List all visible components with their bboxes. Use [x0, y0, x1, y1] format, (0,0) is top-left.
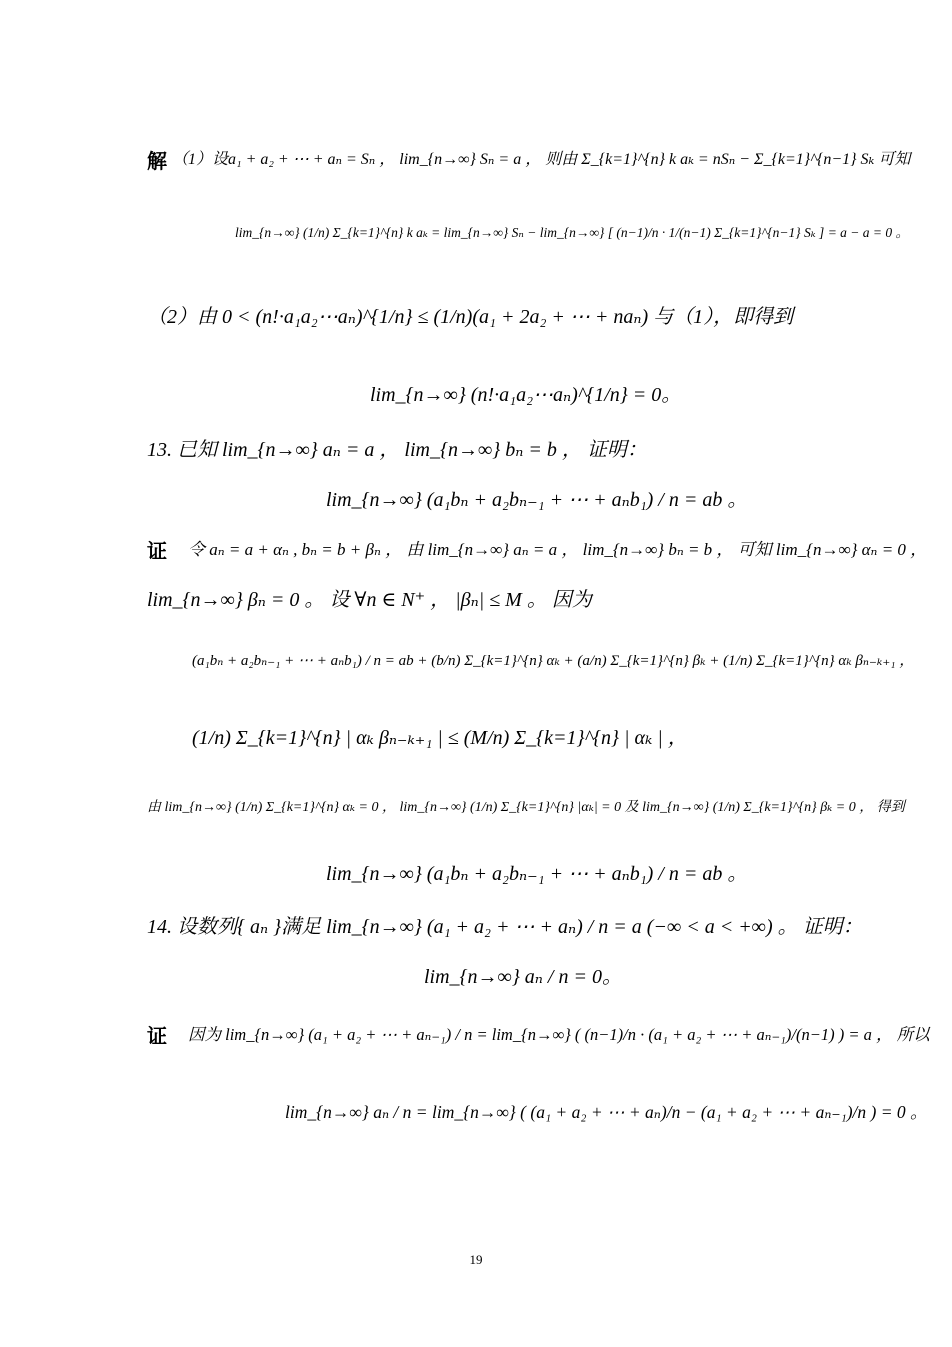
proof-label-13: 证: [147, 541, 167, 563]
problem13-display-equation: lim_{n→∞} (a₁bₙ + a₂bₙ₋₁ + ⋯ + aₙb₁) / n = ab 。: [326, 489, 748, 511]
problem13-proof-line2: lim_{n→∞} βₙ = 0 。 设 ∀n ∈ N⁺ ， |βₙ| ≤ M 。 因为: [147, 589, 592, 611]
problem13-equation2: (1/n) Σ_{k=1}^{n} | αₖ βₙ₋ₖ₊₁ | ≤ (M/n) Σ_{k=1}^{n} | αₖ | ，: [192, 727, 688, 749]
problem13-equation3: 由 lim_{n→∞} (1/n) Σ_{k=1}^{n} αₖ = 0 ， lim_{n→∞} (1/n) Σ_{k=1}^{n} |αₖ| = 0 及 lim_{n→∞} (1/n) Σ_{k=1}^{n} βₖ = 0 ， 得到: [147, 800, 905, 815]
problem13-proof-line1: 令 aₙ = a + αₙ , bₙ = b + βₙ ， 由 lim_{n→∞} aₙ = a ， lim_{n→∞} bₙ = b ， 可知 lim_{n→∞} αₙ = 0 ，: [188, 540, 928, 559]
part2-display-equation: lim_{n→∞} (n!·a₁a₂⋯aₙ)^{1/n} = 0。: [370, 384, 682, 406]
part2-intro: （2）由 0 < (n!·a₁a₂⋯aₙ)^{1/n} ≤ (1/n)(a₁ + 2a₂ + ⋯ + naₙ) 与（1），即得到: [147, 306, 794, 328]
part1-display-equation: lim_{n→∞} (1/n) Σ_{k=1}^{n} k aₖ = lim_{n→∞} Sₙ − lim_{n→∞} [ (n−1)/n · 1/(n−1) Σ_{k=1}^{n−1} Sₖ ] = a − a = 0 。: [235, 225, 910, 240]
solution-label: 解: [147, 151, 167, 173]
page-number: 19: [469, 1252, 483, 1267]
problem13-equation1: (a₁bₙ + a₂bₙ₋₁ + ⋯ + aₙb₁) / n = ab + (b/n) Σ_{k=1}^{n} αₖ + (a/n) Σ_{k=1}^{n} βₖ + (1/n) Σ_{k=1}^{n} αₖ βₙ₋ₖ₊₁ ，: [192, 653, 915, 669]
problem14-proof-line2: lim_{n→∞} aₙ / n = lim_{n→∞} ( (a₁ + a₂ + ⋯ + aₙ)/n − (a₁ + a₂ + ⋯ + aₙ₋₁)/n ) = 0 。: [285, 1102, 928, 1122]
problem14-proof-line1: 因为 lim_{n→∞} (a₁ + a₂ + ⋯ + aₙ₋₁) / n = lim_{n→∞} ( (n−1)/n · (a₁ + a₂ + ⋯ + aₙ₋₁)/(n−1) ) = a ， 所以: [188, 1025, 930, 1044]
problem14-display-equation: lim_{n→∞} aₙ / n = 0。: [424, 966, 622, 988]
problem13-statement: 13. 已知 lim_{n→∞} aₙ = a ， lim_{n→∞} bₙ = b ， 证明：: [147, 439, 647, 461]
problem14-statement: 14. 设数列{ aₙ }满足 lim_{n→∞} (a₁ + a₂ + ⋯ + aₙ) / n = a (−∞ < a < +∞) 。 证明：: [147, 916, 863, 938]
problem13-conclusion: lim_{n→∞} (a₁bₙ + a₂bₙ₋₁ + ⋯ + aₙb₁) / n = ab 。: [326, 863, 748, 885]
proof-label-14: 证: [147, 1026, 167, 1048]
part1-intro: （1）设a₁ + a₂ + ⋯ + aₙ = Sₙ ， lim_{n→∞} Sₙ = a ， 则由 Σ_{k=1}^{n} k aₖ = nSₙ − Σ_{k=1}^{n−1} Sₖ 可知: [172, 151, 911, 168]
